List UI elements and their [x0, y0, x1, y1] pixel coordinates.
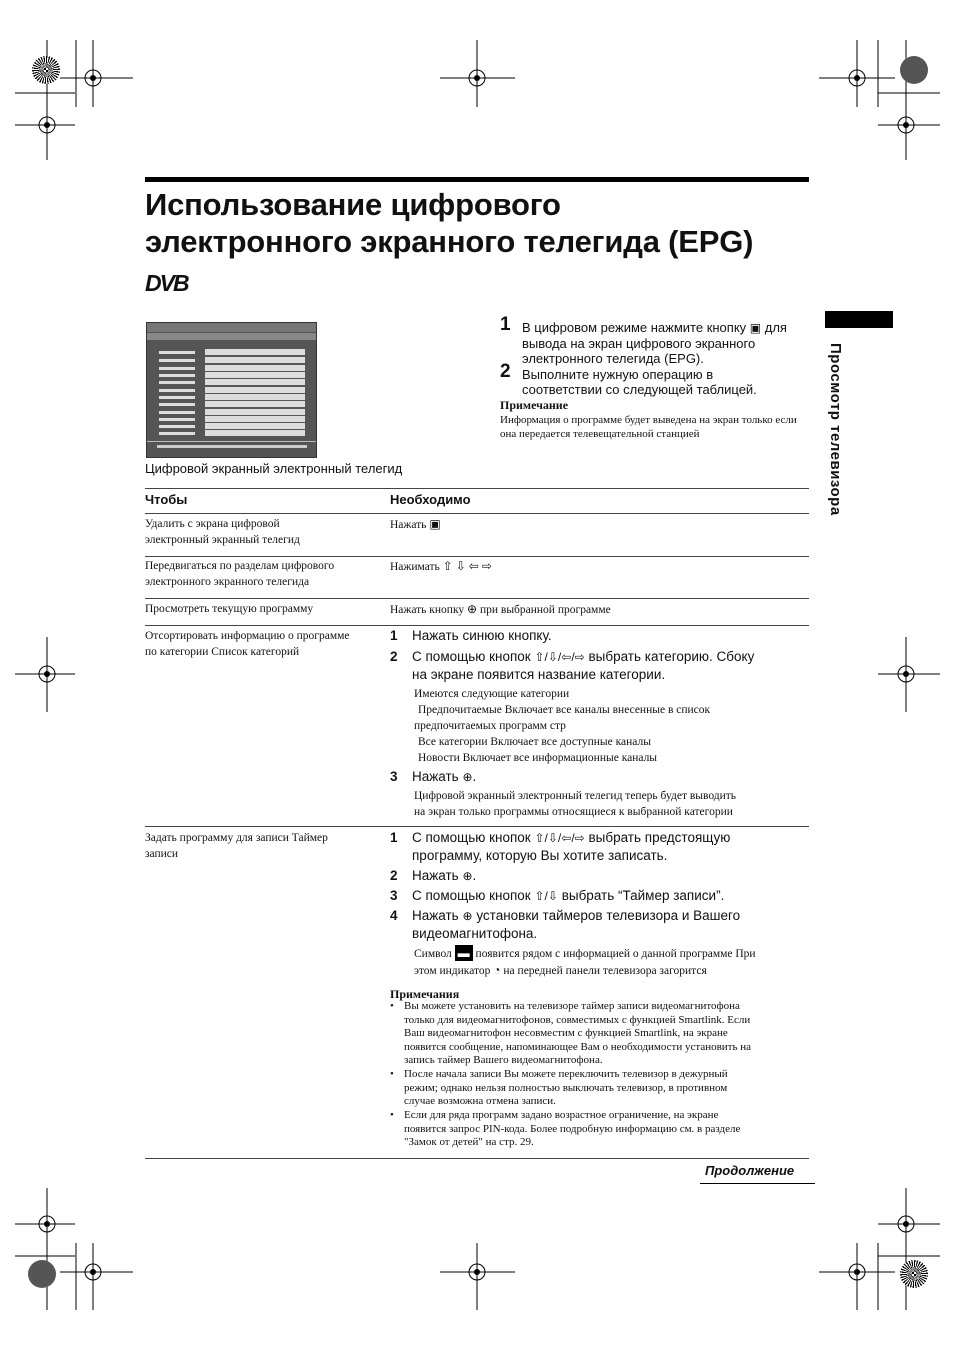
col-header-action: Необходимо	[390, 492, 471, 507]
table-row: Просмотреть текущую программу	[145, 603, 314, 615]
ok-button-icon: ⊕	[467, 602, 478, 616]
side-tab-label: Просмотр телевизора	[827, 343, 844, 516]
color-rosette-icon	[32, 56, 60, 84]
title-line-1: Использование цифрового	[145, 187, 561, 222]
color-rosette-icon	[900, 1260, 928, 1288]
table-row: Передвигаться по разделам цифрового электронного экранного телегида	[145, 560, 335, 588]
table-row: Задать программу для записи Таймер записи	[145, 832, 328, 860]
table-cell-action: 1 Нажать синюю кнопку. 2 С помощью кнопок ⇧/⇩/⇦/⇨ выбрать категорию. Сбоку на экране появится название категории. Имеются следующие категории Предпочитаемые Включает все каналы внесенные в список предпочитаемых программ стр Все категории Включает все доступные каналы Новости Включает все информационные каналы 3 Нажать ⊕. Цифровой экранный электронный телегид теперь будет выводить на экран только программы относящиеся к выбранной категории	[390, 628, 755, 818]
note-text-2: она передается телевещательной станцией	[500, 428, 700, 440]
guide-icon: ▣	[749, 321, 762, 335]
table-rule	[145, 598, 809, 599]
table-cell-action: Нажать кнопку ⊕ при выбранной программе	[390, 602, 611, 616]
table-rule	[145, 556, 809, 557]
side-tab-marker	[825, 311, 893, 328]
note-heading: Примечание	[500, 398, 569, 412]
note-bullet-1: • Вы можете установить на телевизоре таймер записи видеомагнитофона только для видеомагнитофонов, совместимых с функцией Smartlink. Если Ваш видеомагнитофон несовместим с функцией Smartlink, на экране появится сообщение, напоминающее Вам о необходимости установить на запись таймер Вашего видеомагнитофона.	[390, 1000, 752, 1066]
title-rule	[145, 177, 809, 182]
table-rule	[145, 513, 809, 514]
table-cell-action: Нажимать ⇧ ⇩ ⇦ ⇨	[390, 559, 492, 573]
step-number: 2	[500, 361, 511, 382]
arrow-keys-icon: ⇧/⇩/⇦/⇨	[534, 831, 585, 845]
guide-icon: ▣	[429, 517, 441, 531]
arrow-keys-icon: ⇧/⇩	[534, 889, 558, 903]
arrow-keys-icon: ⇧/⇩/⇦/⇨	[534, 650, 585, 664]
ok-button-icon: ⊕	[462, 869, 473, 883]
page-title	[145, 186, 825, 260]
screenshot-caption: Цифровой экранный электронный телегид	[145, 461, 403, 476]
title-line-2: электронного экранного телегида (EPG)	[145, 224, 754, 259]
step-2-text: Выполните нужную операцию в соответствии со следующей таблицей.	[522, 367, 757, 397]
table-rule	[145, 625, 809, 626]
ok-button-icon: ⊕	[462, 770, 473, 784]
notes-heading: Примечания	[390, 987, 460, 1001]
table-rule	[145, 1158, 809, 1159]
note-bullet-3: • Если для ряда программ задано возрастное ограничение, на экране появится запрос PIN-кода. Более подробную информацию см. в разделе "Замок от детей" на стр. 29.	[390, 1109, 741, 1148]
vcr-icon: ▬	[455, 945, 473, 961]
note	[500, 398, 815, 441]
arrow-keys-icon: ⇧ ⇩ ⇦ ⇨	[442, 559, 492, 573]
dvb-logo: DVB	[145, 270, 188, 296]
table-row: Удалить с экрана цифровой электронный экранный телегид	[145, 518, 300, 546]
table-cell-action: 1 С помощью кнопок ⇧/⇩/⇦/⇨ выбрать предстоящую программу, которую Вы хотите записать. 2 Нажать ⊕. 3 С помощью кнопок ⇧/⇩ выбрать “Таймер записи”. 4 Нажать ⊕ установки таймеров телевизора и Вашего видеомагнитофона. Символ ▬ появится рядом с информацией о данной программе При этом индикатор ◔ на передней панели телевизора загорится Примечания	[390, 829, 810, 1002]
step-1-text: В цифровом режиме нажмите кнопку ▣ для вывода на экран цифрового экранного электронного телегида (EPG).	[522, 320, 787, 366]
table-row: Отсортировать информацию о программе по категории Список категорий	[145, 630, 350, 658]
color-rosette-icon	[900, 56, 928, 84]
color-rosette-icon	[28, 1260, 56, 1288]
step-number: 1	[500, 314, 511, 335]
table-rule	[145, 826, 809, 827]
col-header-goal: Чтобы	[145, 492, 188, 507]
epg-screenshot	[146, 322, 317, 458]
table-cell-action: Нажать ▣	[390, 517, 441, 531]
table-rule	[145, 488, 809, 489]
note-text-1: Информация о программе будет выведена на экран только если	[500, 414, 797, 426]
continued-label: Продолжение	[705, 1163, 795, 1178]
continued-rule	[700, 1183, 815, 1184]
ok-button-icon: ⊕	[462, 909, 473, 923]
note-bullet-2: • После начала записи Вы можете переключить телевизор в дежурный режим; однако нельзя полностью выключать телевизор, в противном случае возможна отмена записи.	[390, 1068, 728, 1107]
clock-indicator-icon: ◔	[493, 963, 501, 977]
